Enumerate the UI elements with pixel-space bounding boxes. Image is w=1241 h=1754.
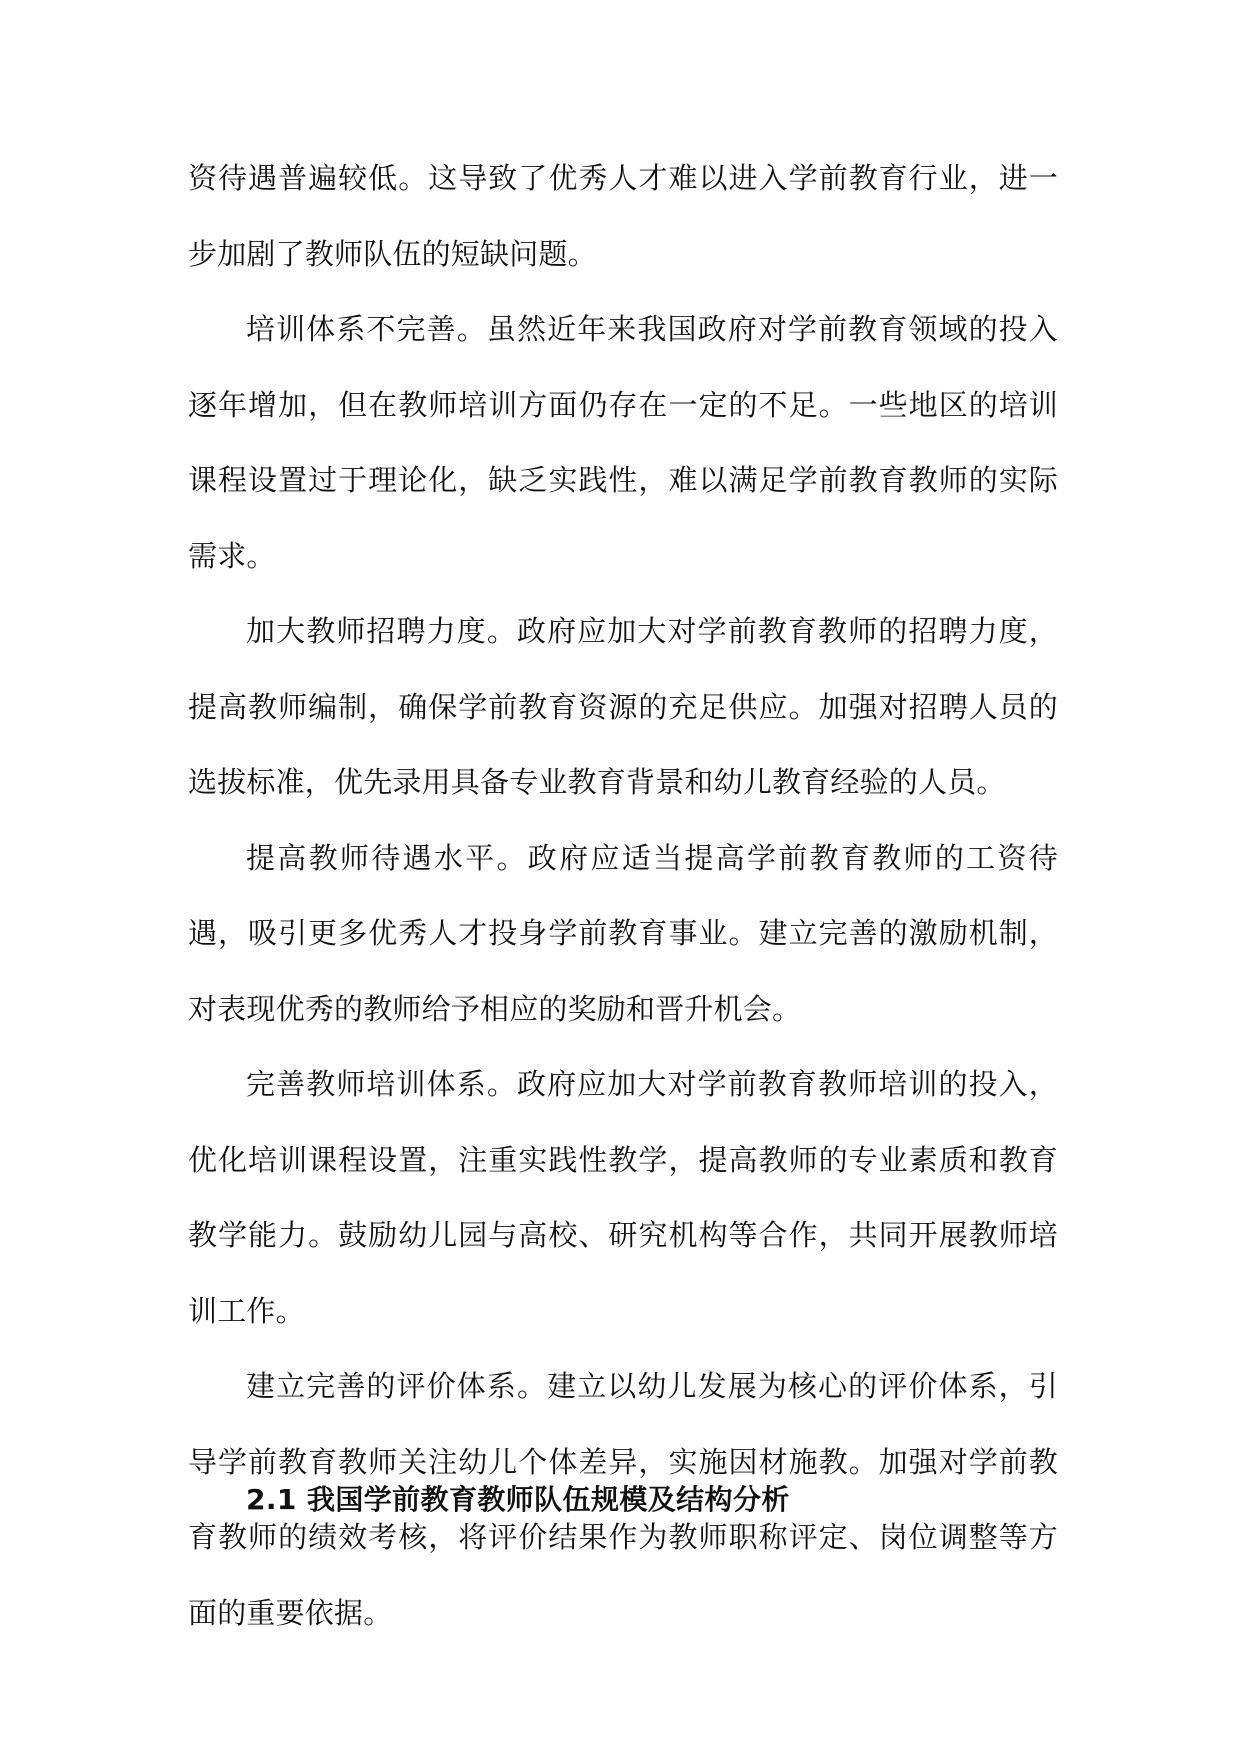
paragraph-recruitment: 加大教师招聘力度。政府应加大对学前教育教师的招聘力度，提高教师编制，确保学前教育资源的充足供应。加强对招聘人员的选拔标准，优先录用具备专业教育背景和幼儿教育经验的人员。	[188, 614, 1058, 799]
paragraph-training-improvement: 完善教师培训体系。政府应加大对学前教育教师培训的投入，优化培训课程设置，注重实践性教学，提高教师的专业素质和教育教学能力。鼓励幼儿园与高校、研究机构等合作，共同开展教师培训工作。	[188, 1067, 1058, 1328]
paragraph-evaluation-system: 建立完善的评价体系。建立以幼儿发展为核心的评价体系，引导学前教育教师关注幼儿个体差异，实施因材施教。加强对学前教育教师的绩效考核，将评价结果作为教师职称评定、岗位调整等方面的重要依据。	[188, 1369, 1058, 1630]
paragraph-continuation: 资待遇普遍较低。这导致了优秀人才难以进入学前教育行业，进一步加剧了教师队伍的短缺问题。	[188, 161, 1058, 271]
document-body	[188, 141, 1058, 1651]
section-heading: 2.1 我国学前教育教师队伍规模及结构分析	[246, 1483, 790, 1516]
paragraph-teacher-pay: 提高教师待遇水平。政府应适当提高学前教育教师的工资待遇，吸引更多优秀人才投身学前教育事业。建立完善的激励机制，对表现优秀的教师给予相应的奖励和晋升机会。	[188, 840, 1058, 1026]
paragraph-training-system-issue: 培训体系不完善。虽然近年来我国政府对学前教育领域的投入逐年增加，但在教师培训方面仍存在一定的不足。一些地区的培训课程设置过于理论化，缺乏实践性，难以满足学前教育教师的实际需求。	[188, 312, 1058, 573]
